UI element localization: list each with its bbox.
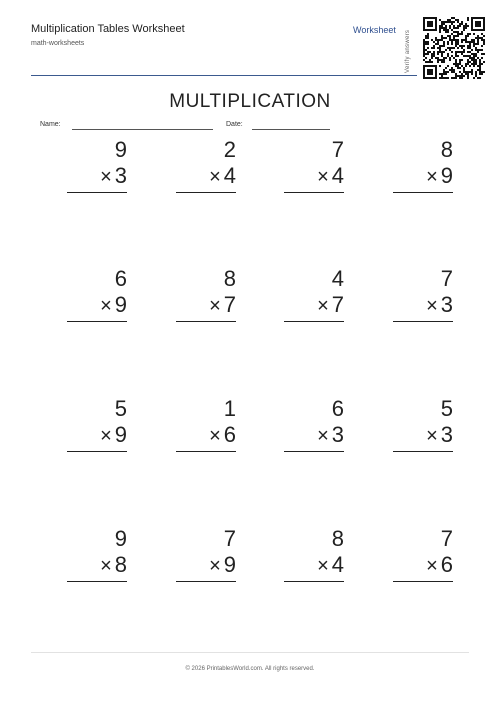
times-icon: × (100, 295, 112, 317)
times-icon: × (317, 425, 329, 447)
answer-line (67, 321, 127, 322)
times-icon: × (426, 425, 438, 447)
answer-line (393, 192, 453, 193)
problem-multiplier-row (284, 292, 344, 319)
problem-multiplier-row (284, 163, 344, 190)
multiplication-problem (67, 266, 127, 322)
problem-multiplicand: 7 (331, 137, 344, 162)
problem-multiplicand: 8 (440, 137, 453, 162)
problem-multiplier-row (176, 292, 236, 319)
header-divider (31, 75, 417, 76)
multiplication-problem (67, 526, 127, 582)
times-icon: × (317, 555, 329, 577)
multiplication-problem (284, 137, 344, 193)
problem-multiplier: 9 (114, 422, 127, 447)
problem-multiplier-row (393, 292, 453, 319)
answer-line (393, 581, 453, 582)
multiplication-problem (393, 526, 453, 582)
times-icon: × (426, 555, 438, 577)
problem-multiplier-row (67, 422, 127, 449)
answer-line (393, 321, 453, 322)
multiplication-problem (393, 396, 453, 452)
problem-multiplier-row (67, 292, 127, 319)
times-icon: × (209, 295, 221, 317)
worksheet-tag[interactable]: Worksheet (353, 25, 396, 35)
multiplication-problem (176, 526, 236, 582)
answer-line (67, 192, 127, 193)
problem-multiplier: 9 (114, 292, 127, 317)
problem-multiplier: 3 (331, 422, 344, 447)
multiplication-problem (284, 526, 344, 582)
name-label: Name: (40, 121, 61, 128)
problem-multiplier-row (393, 163, 453, 190)
multiplication-problem (176, 137, 236, 193)
problem-multiplicand: 8 (331, 526, 344, 551)
problem-multiplicand: 7 (440, 526, 453, 551)
multiplication-problem (67, 396, 127, 452)
problem-multiplier: 8 (114, 552, 127, 577)
times-icon: × (209, 425, 221, 447)
problem-multiplier-row (284, 422, 344, 449)
answer-line (393, 451, 453, 452)
problem-multiplier: 9 (223, 552, 236, 577)
problem-multiplicand: 7 (440, 266, 453, 291)
problem-multiplicand: 6 (114, 266, 127, 291)
problem-multiplier: 7 (223, 292, 236, 317)
problem-multiplier: 3 (440, 292, 453, 317)
multiplication-problem (67, 137, 127, 193)
answer-line (67, 581, 127, 582)
worksheet-header-subtitle: math-worksheets (31, 40, 85, 47)
problem-multiplier-row (67, 163, 127, 190)
problem-multiplier-row (176, 552, 236, 579)
problem-multiplicand: 8 (223, 266, 236, 291)
problem-multiplier: 4 (223, 163, 236, 188)
problem-multiplier-row (284, 552, 344, 579)
answer-line (67, 451, 127, 452)
date-label: Date: (226, 121, 243, 128)
problem-multiplier: 6 (223, 422, 236, 447)
problem-multiplier-row (393, 422, 453, 449)
qr-code-icon[interactable] (423, 17, 485, 79)
page-title: MULTIPLICATION (169, 91, 331, 112)
answer-line (284, 581, 344, 582)
multiplication-problem (176, 266, 236, 322)
answer-line (176, 192, 236, 193)
answer-line (176, 581, 236, 582)
times-icon: × (317, 295, 329, 317)
answer-line (284, 451, 344, 452)
answer-line (176, 321, 236, 322)
worksheet-header-title: Multiplication Tables Worksheet (31, 23, 185, 35)
times-icon: × (100, 166, 112, 188)
problem-multiplier: 3 (440, 422, 453, 447)
name-field[interactable] (72, 129, 213, 130)
times-icon: × (209, 555, 221, 577)
problem-multiplicand: 2 (223, 137, 236, 162)
answer-line (284, 192, 344, 193)
problem-multiplicand: 5 (440, 396, 453, 421)
multiplication-problem (393, 137, 453, 193)
problem-multiplier-row (176, 163, 236, 190)
problem-multiplicand: 9 (114, 526, 127, 551)
times-icon: × (426, 295, 438, 317)
problem-multiplier: 7 (331, 292, 344, 317)
problem-multiplicand: 4 (331, 266, 344, 291)
problem-multiplicand: 9 (114, 137, 127, 162)
problem-multiplier: 3 (114, 163, 127, 188)
problem-multiplier-row (176, 422, 236, 449)
times-icon: × (209, 166, 221, 188)
problem-multiplier-row (67, 552, 127, 579)
answer-line (176, 451, 236, 452)
times-icon: × (100, 425, 112, 447)
problem-multiplier: 9 (440, 163, 453, 188)
problem-multiplicand: 6 (331, 396, 344, 421)
times-icon: × (317, 166, 329, 188)
multiplication-problem (176, 396, 236, 452)
times-icon: × (100, 555, 112, 577)
problem-multiplier: 4 (331, 552, 344, 577)
problem-multiplicand: 7 (223, 526, 236, 551)
multiplication-problem (393, 266, 453, 322)
multiplication-problem (284, 266, 344, 322)
problem-multiplier: 6 (440, 552, 453, 577)
date-field[interactable] (252, 129, 330, 130)
problem-multiplier: 4 (331, 163, 344, 188)
answer-line (284, 321, 344, 322)
footer-divider (31, 652, 469, 653)
times-icon: × (426, 166, 438, 188)
problem-multiplier-row (393, 552, 453, 579)
problem-multiplicand: 5 (114, 396, 127, 421)
footer-copyright: © 2026 PrintablesWorld.com. All rights reserved. (185, 666, 315, 672)
verify-answers-label: Verify answers (405, 29, 411, 73)
multiplication-problem (284, 396, 344, 452)
problem-multiplicand: 1 (223, 396, 236, 421)
